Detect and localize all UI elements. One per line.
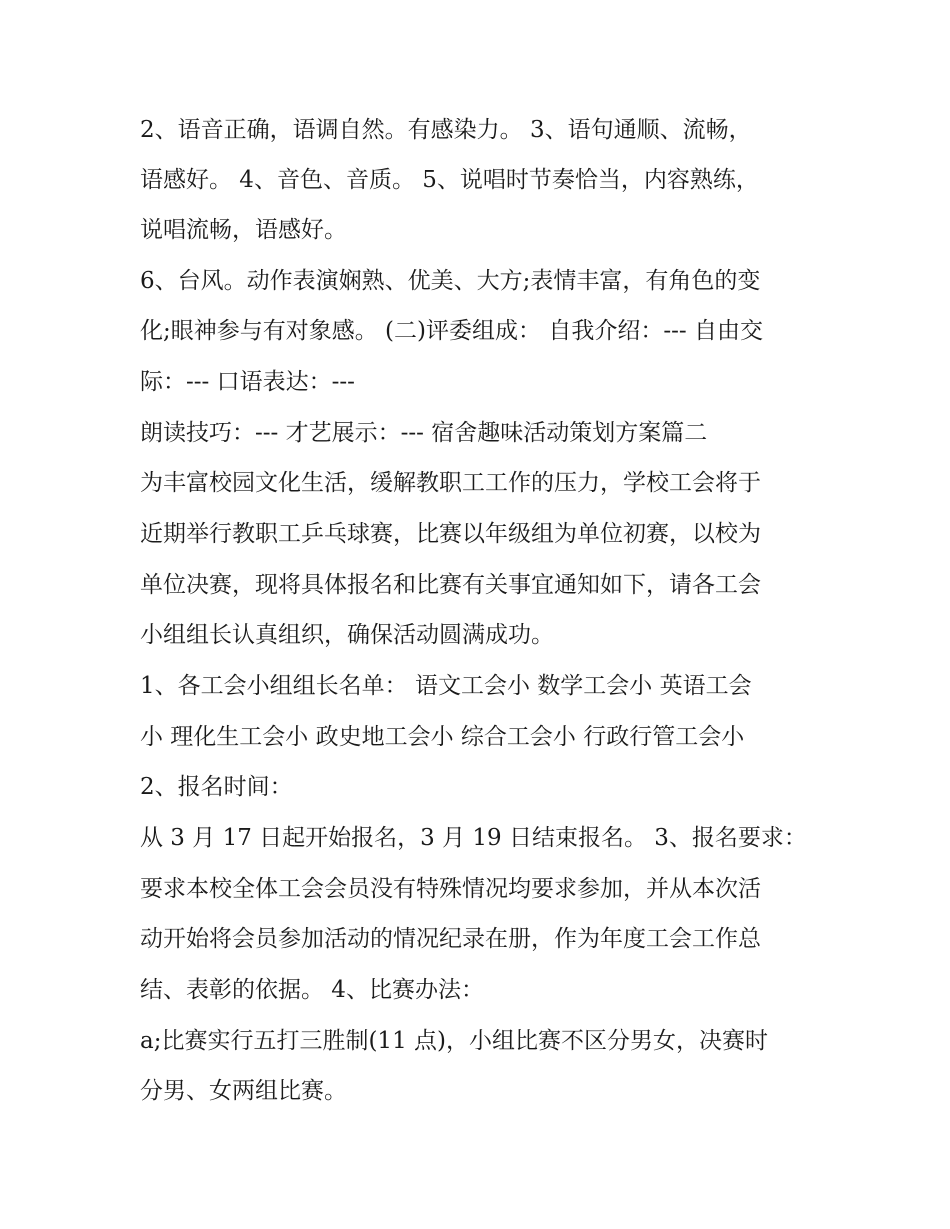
text-line: 结、表彰的依据。 4、比赛办法： (140, 977, 484, 1003)
text-line: 近期举行教职工乒乓球赛，比赛以年级组为单位初赛，以校为 (140, 521, 761, 547)
text-line: 朗读技巧：--- 才艺展示：--- 宿舍趣味活动策划方案篇二 (140, 420, 708, 446)
text-line: 6、台风。动作表演娴熟、优美、大方;表情丰富，有角色的变 (140, 268, 761, 294)
text-line: 1、各工会小组组长名单： 语文工会小 数学工会小 英语工会 (140, 673, 752, 699)
text-line: 2、语音正确，语调自然。有感染力。 3、语句通顺、流畅， (140, 117, 752, 143)
text-line: 从 3 月 17 日起开始报名，3 月 19 日结束报名。 3、报名要求： (140, 825, 807, 851)
text-line: 化;眼神参与有对象感。 (二)评委组成： 自我介绍：--- 自由交 (140, 318, 763, 344)
text-line: 说唱流畅，语感好。 (140, 217, 347, 243)
text-line: 要求本校全体工会会员没有特殊情况均要求参加，并从本次活 (140, 876, 761, 902)
text-line: 为丰富校园文化生活，缓解教职工工作的压力，学校工会将于 (140, 470, 761, 496)
text-line: 单位决赛，现将具体报名和比赛有关事宜通知如下，请各工会 (140, 572, 761, 598)
text-line: 小组组长认真组织，确保活动圆满成功。 (140, 622, 554, 648)
text-line: 语感好。 4、音色、音质。 5、说唱时节奏恰当，内容熟练， (140, 167, 759, 193)
text-line: 分男、女两组比赛。 (140, 1078, 347, 1104)
text-line: 小 理化生工会小 政史地工会小 综合工会小 行政行管工会小 (140, 724, 745, 750)
text-line: 动开始将会员参加活动的情况纪录在册，作为年度工会工作总 (140, 926, 761, 952)
text-line: 际：--- 口语表达：--- (140, 369, 355, 395)
text-line: a;比赛实行五打三胜制(11 点)，小组比赛不区分男女，决赛时 (140, 1028, 768, 1054)
text-line: 2、报名时间： (140, 774, 293, 800)
